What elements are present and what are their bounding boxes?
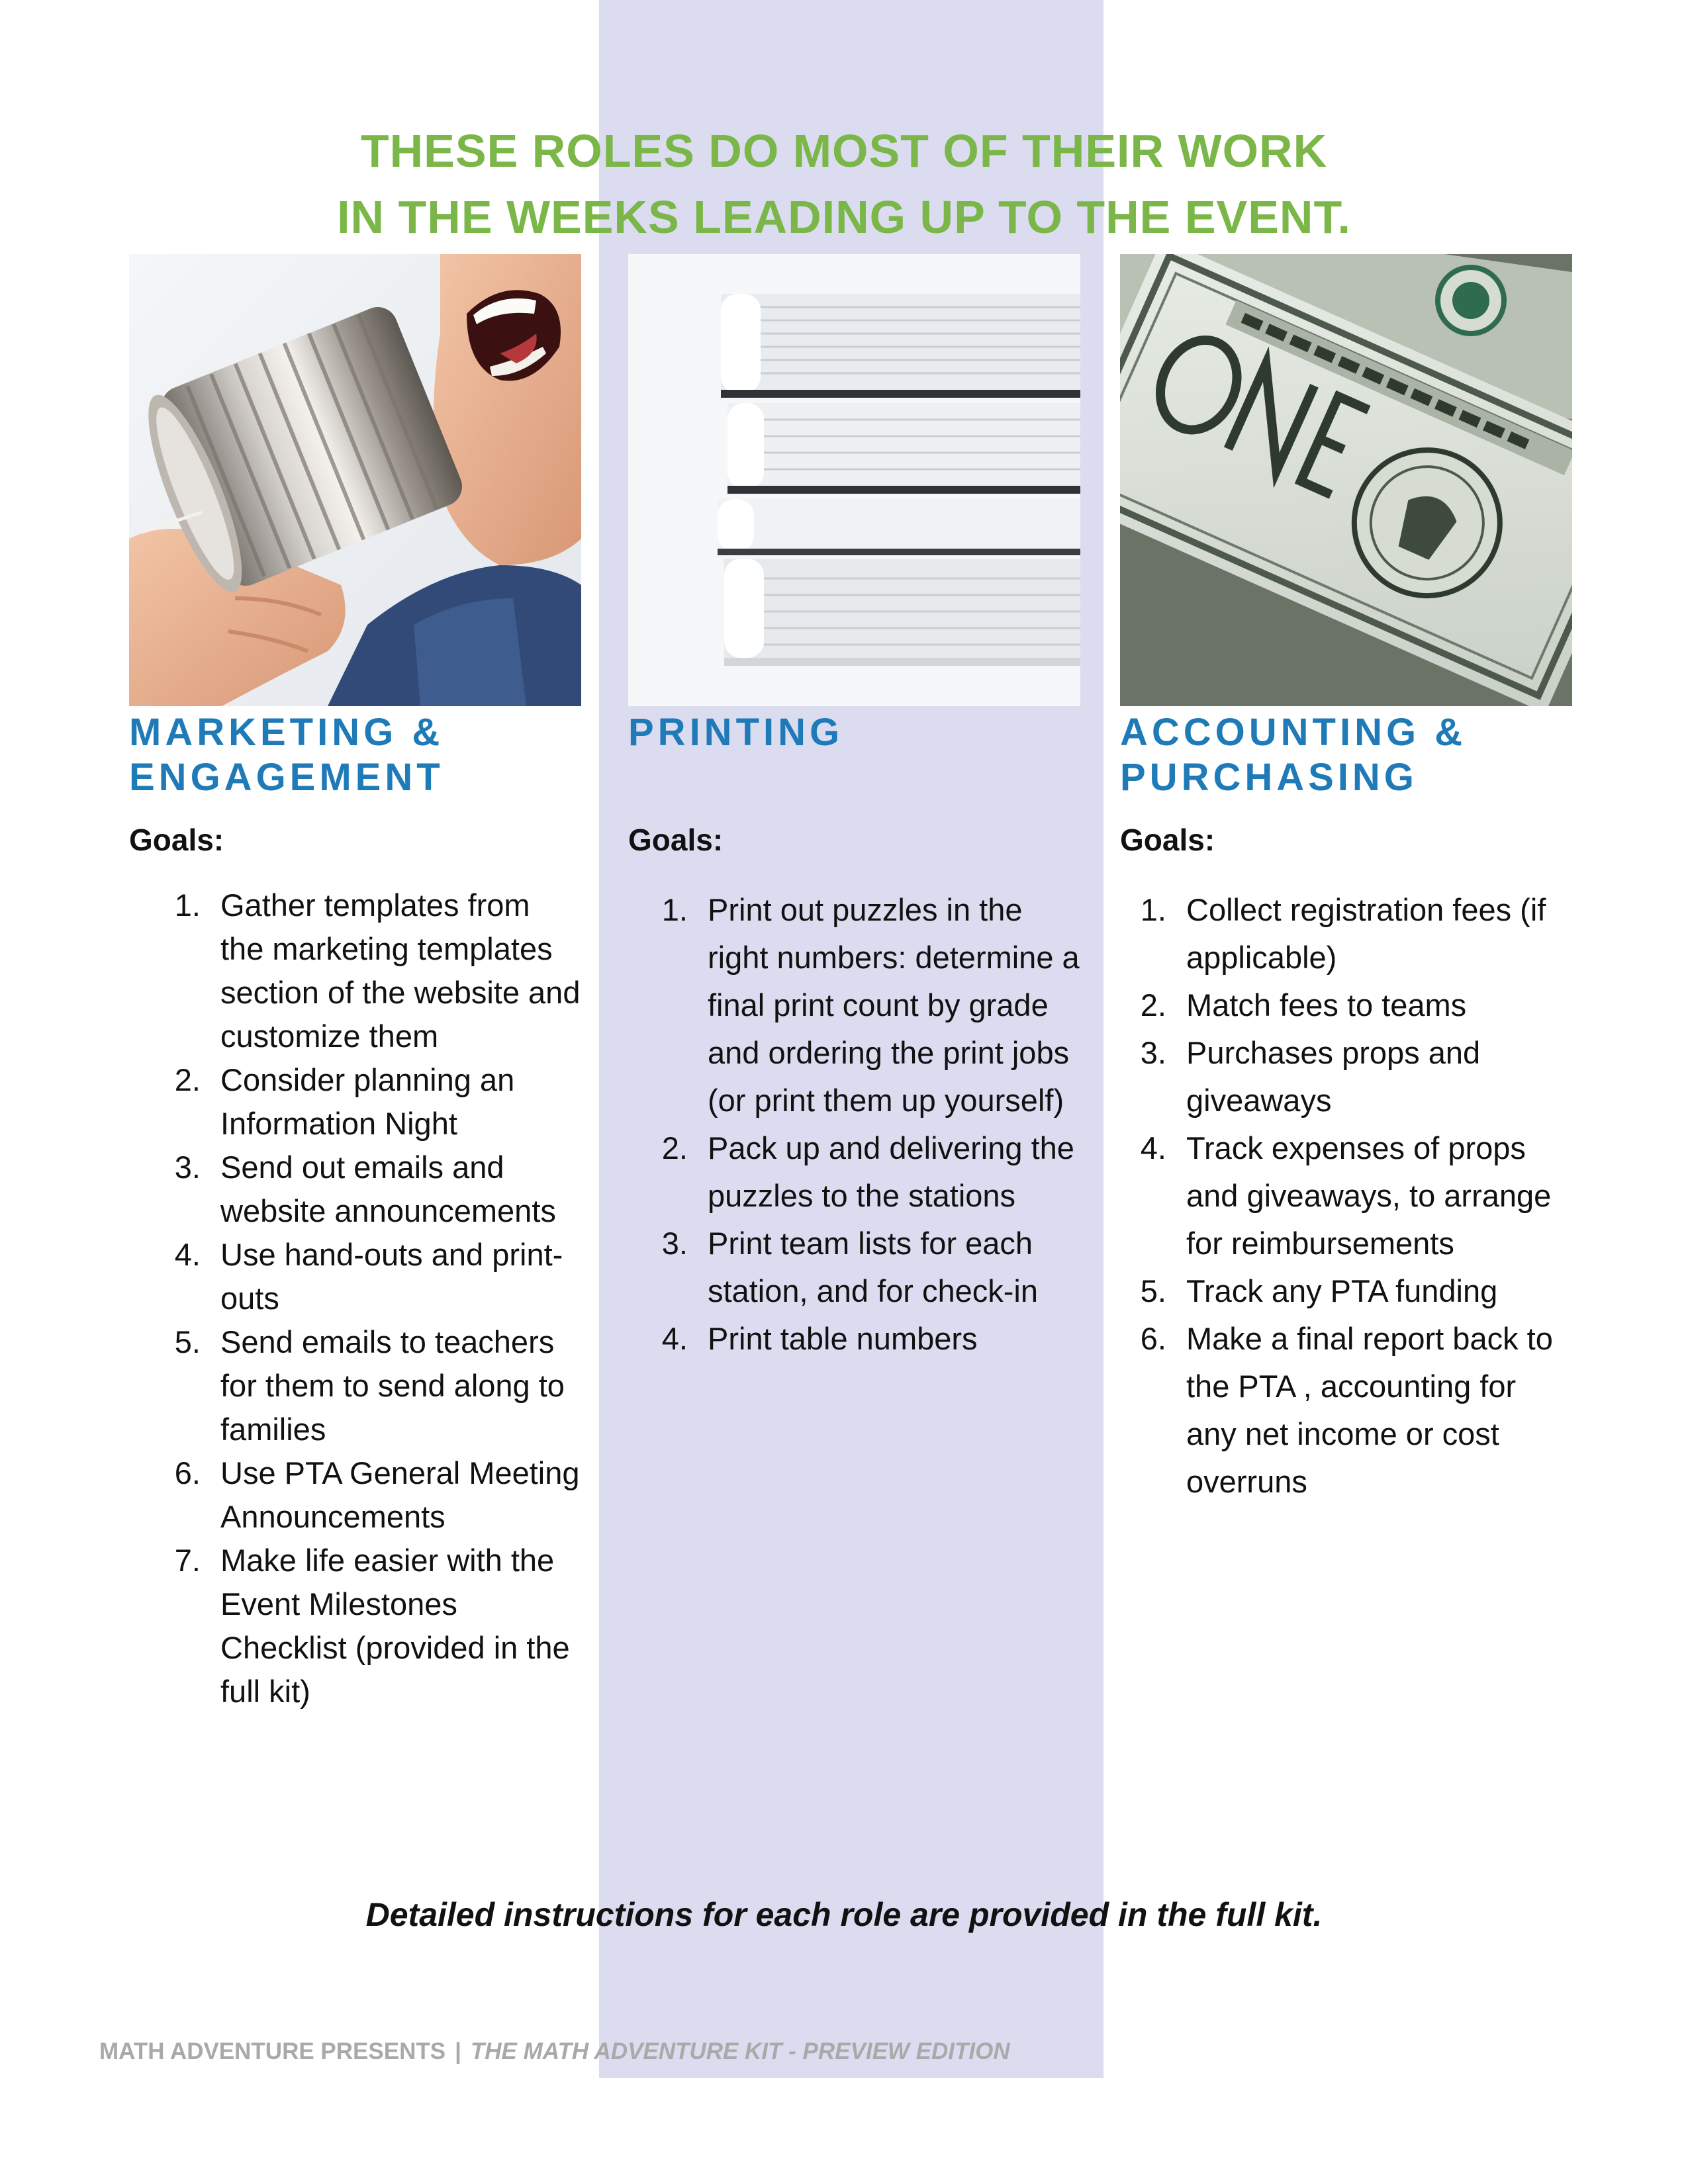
role-title-printing xyxy=(628,710,1080,809)
list-item-text: Purchases props and giveaways xyxy=(1186,1035,1481,1118)
list-item-text: Use hand-outs and print-outs xyxy=(220,1237,563,1316)
role-title-line-2: PURCHASING xyxy=(1120,756,1418,799)
goals-label: Goals: xyxy=(129,823,224,857)
list-number: 1. xyxy=(174,887,201,923)
role-title-line-1: MARKETING & xyxy=(129,711,444,754)
list-item xyxy=(1120,1315,1572,1506)
list-number: 5. xyxy=(174,1324,201,1359)
list-item-text: Make a final report back to the PTA , accounting for any net income or cost overruns xyxy=(1186,1321,1553,1499)
goals-list-printing xyxy=(628,886,1080,1363)
tin-can-phone-photo xyxy=(129,254,581,706)
list-item xyxy=(628,886,1080,1124)
footer-title: THE MATH ADVENTURE KIT - PREVIEW EDITION xyxy=(470,2038,1010,2064)
role-column-marketing xyxy=(129,254,581,1713)
list-number: 4. xyxy=(661,1321,688,1356)
page-heading xyxy=(0,118,1688,250)
list-number: 2. xyxy=(661,1130,688,1165)
full-kit-note: Detailed instructions for each role are provided in the full kit. xyxy=(365,1896,1323,1933)
goals-list-accounting xyxy=(1120,886,1572,1506)
goals-label: Goals: xyxy=(1120,823,1215,857)
list-item xyxy=(129,1233,581,1320)
list-number: 3. xyxy=(174,1150,201,1185)
running-footer xyxy=(99,2038,1010,2065)
list-item xyxy=(129,1320,581,1451)
list-item-text: Make life easier with the Event Milestones Checklist (provided in the full kit) xyxy=(220,1543,570,1709)
role-title-line-1: PRINTING xyxy=(628,711,844,754)
list-item xyxy=(1120,981,1572,1029)
list-item-text: Send emails to teachers for them to send along to families xyxy=(220,1324,565,1447)
goals-list-marketing xyxy=(129,884,581,1713)
role-title-accounting xyxy=(1120,710,1572,809)
list-item xyxy=(129,1146,581,1233)
list-item-text: Pack up and delivering the puzzles to the stations xyxy=(708,1130,1074,1213)
list-number: 3. xyxy=(1140,1035,1166,1070)
list-item xyxy=(628,1315,1080,1363)
list-number: 1. xyxy=(1140,892,1166,927)
list-number: 6. xyxy=(1140,1321,1166,1356)
list-item xyxy=(129,1058,581,1146)
list-number: 2. xyxy=(174,1062,201,1097)
list-number: 4. xyxy=(1140,1130,1166,1165)
list-number: 5. xyxy=(1140,1273,1166,1308)
list-item-text: Track any PTA funding xyxy=(1186,1273,1498,1308)
list-item-text: Use PTA General Meeting Announcements xyxy=(220,1455,580,1534)
list-number: 4. xyxy=(174,1237,201,1272)
list-item xyxy=(628,1124,1080,1220)
stacked-binders-photo xyxy=(628,254,1080,706)
list-item xyxy=(129,1451,581,1539)
list-item xyxy=(1120,1029,1572,1124)
list-item-text: Match fees to teams xyxy=(1186,987,1467,1023)
list-item xyxy=(129,884,581,1058)
goals-label: Goals: xyxy=(628,823,724,857)
list-number: 7. xyxy=(174,1543,201,1578)
list-item xyxy=(129,1539,581,1713)
footer-separator: | xyxy=(455,2038,461,2064)
list-item-text: Track expenses of props and giveaways, to arrange for reimbursements xyxy=(1186,1130,1552,1261)
role-column-accounting xyxy=(1120,254,1572,1506)
heading-line-2: IN THE WEEKS LEADING UP TO THE EVENT. xyxy=(337,191,1351,243)
list-item-text: Send out emails and website announcements xyxy=(220,1150,556,1228)
list-number: 6. xyxy=(174,1455,201,1490)
list-item xyxy=(1120,886,1572,981)
list-number: 2. xyxy=(1140,987,1166,1023)
role-title-line-2: ENGAGEMENT xyxy=(129,756,444,799)
list-item-text: Print out puzzles in the right numbers: determine a final print count by grade and ordering the print jobs (or print them up yourself) xyxy=(708,892,1080,1118)
list-item-text: Print team lists for each station, and for check-in xyxy=(708,1226,1038,1308)
role-title-line-1: ACCOUNTING & xyxy=(1120,711,1467,754)
list-item-text: Consider planning an Information Night xyxy=(220,1062,515,1141)
list-item xyxy=(1120,1267,1572,1315)
list-item-text: Print table numbers xyxy=(708,1321,978,1356)
list-item xyxy=(628,1220,1080,1315)
list-number: 3. xyxy=(661,1226,688,1261)
list-number: 1. xyxy=(661,892,688,927)
list-item-text: Gather templates from the marketing templates section of the website and customize them xyxy=(220,887,581,1054)
heading-line-1: THESE ROLES DO MOST OF THEIR WORK xyxy=(360,125,1328,177)
footer-publisher: MATH ADVENTURE PRESENTS xyxy=(99,2038,446,2064)
role-title-marketing xyxy=(129,710,581,809)
role-column-printing xyxy=(628,254,1080,1363)
dollar-bill-photo xyxy=(1120,254,1572,706)
list-item-text: Collect registration fees (if applicable) xyxy=(1186,892,1546,975)
list-item xyxy=(1120,1124,1572,1267)
